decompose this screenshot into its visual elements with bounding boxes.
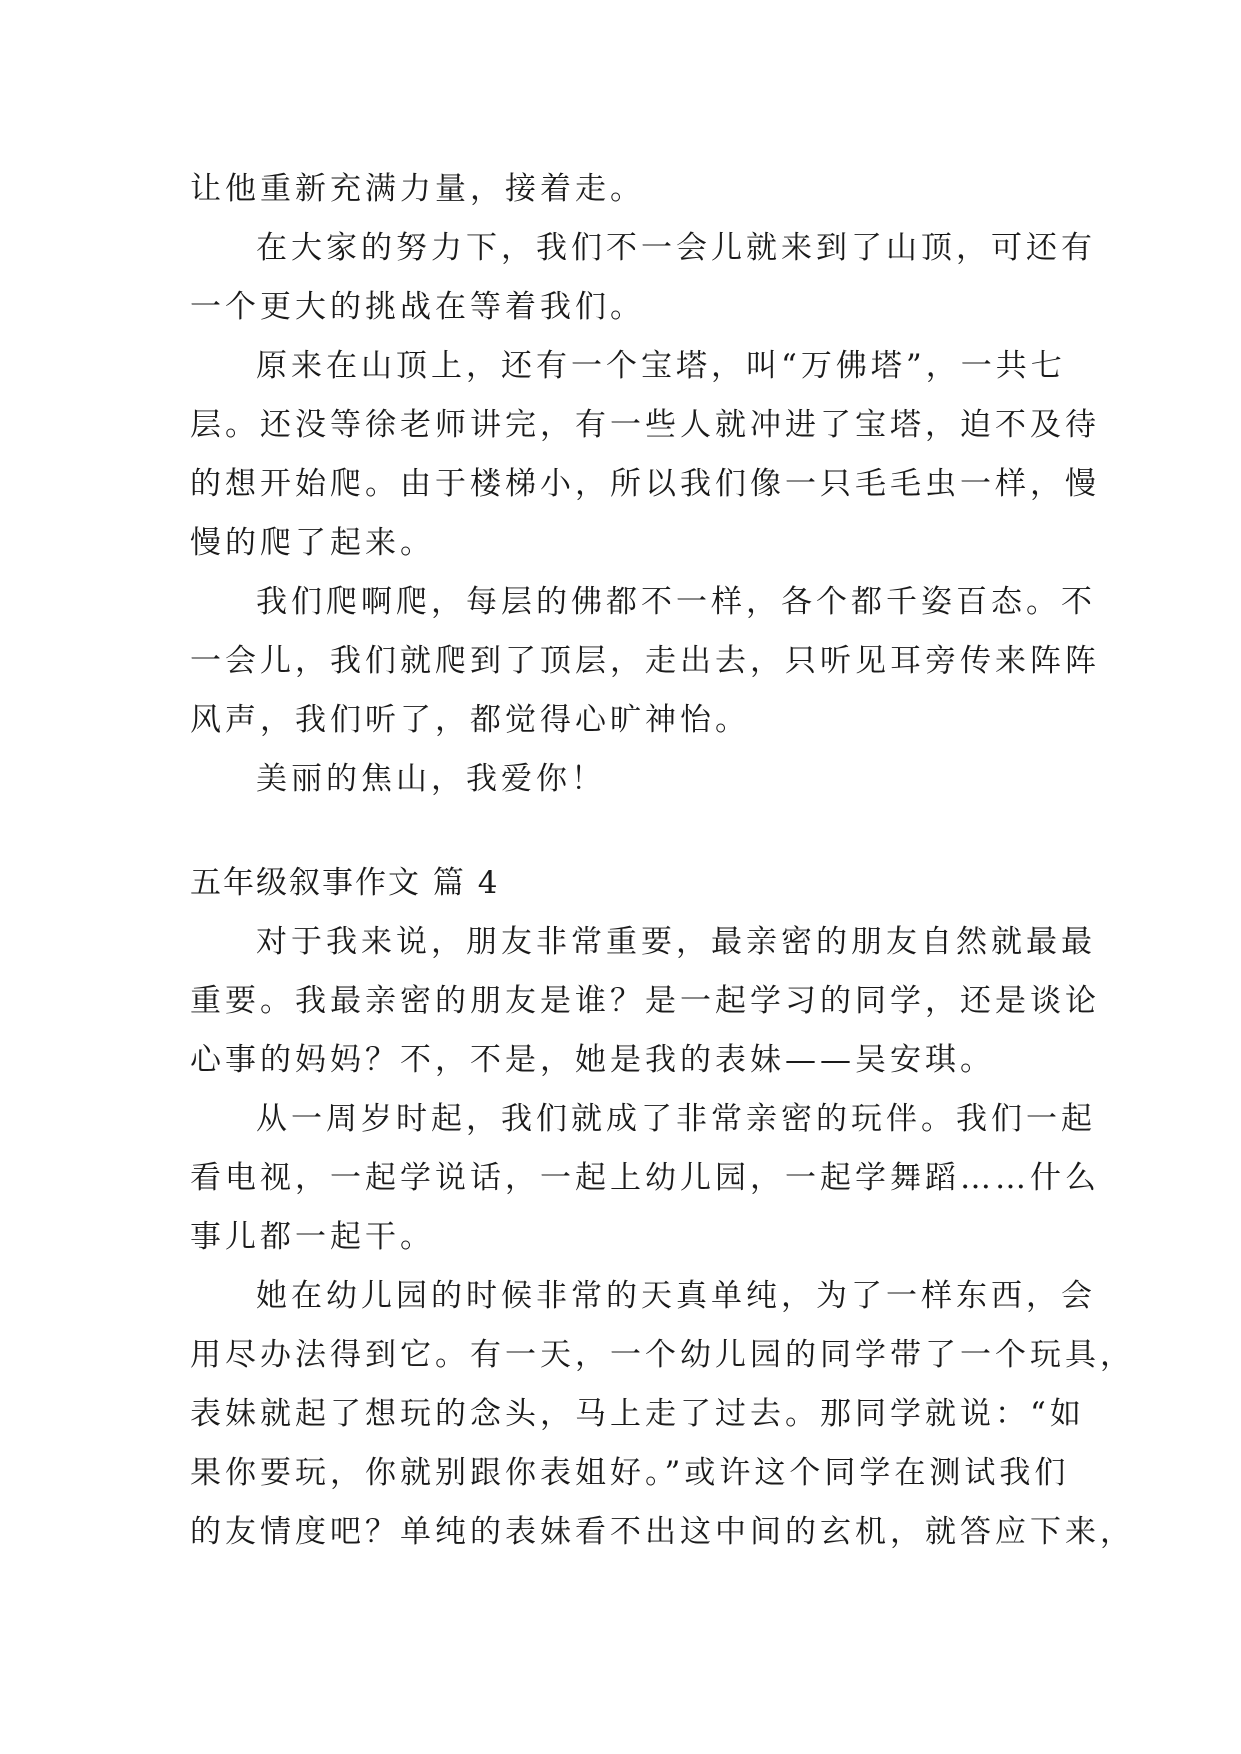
paragraph — [190, 1090, 1100, 1267]
text-line: 层。还没等徐老师讲完，有一些人就冲进了宝塔，迫不及待 — [190, 407, 1100, 443]
paragraph — [190, 750, 1055, 809]
paragraph — [190, 160, 1055, 219]
text-line: 重要。我最亲密的朋友是谁？是一起学习的同学，还是谈论 — [190, 983, 1100, 1019]
text-line: 美丽的焦山，我爱你！ — [256, 761, 606, 797]
paragraph — [190, 1267, 1135, 1562]
paragraph — [190, 573, 1100, 750]
text-line: 的友情度吧？单纯的表妹看不出这中间的玄机，就答应下来， — [190, 1514, 1135, 1550]
text-line: 果你要玩，你就别跟你表姐好。”或许这个同学在测试我们 — [190, 1455, 1070, 1491]
text-line: 在大家的努力下，我们不一会儿就来到了山顶，可还有 — [256, 230, 1096, 266]
text-line: 的想开始爬。由于楼梯小，所以我们像一只毛毛虫一样，慢 — [190, 466, 1100, 502]
text-line: 一会儿，我们就爬到了顶层，走出去，只听见耳旁传来阵阵 — [190, 643, 1100, 679]
text-line: 原来在山顶上，还有一个宝塔，叫“万佛塔”，一共七 — [256, 348, 1066, 384]
text-line: 让他重新充满力量，接着走。 — [190, 171, 645, 207]
text-line: 慢的爬了起来。 — [190, 525, 435, 561]
paragraph — [190, 219, 1096, 337]
text-line: 看电视，一起学说话，一起上幼儿园，一起学舞蹈……什么 — [190, 1160, 1100, 1196]
text-line: 风声，我们听了，都觉得心旷神怡。 — [190, 702, 750, 738]
text-line: 她在幼儿园的时候非常的天真单纯，为了一样东西，会 — [256, 1278, 1096, 1314]
text-line: 我们爬啊爬，每层的佛都不一样，各个都千姿百态。不 — [256, 584, 1096, 620]
text-line: 心事的妈妈？不，不是，她是我的表妹——吴安琪。 — [190, 1042, 995, 1078]
text-line: 一个更大的挑战在等着我们。 — [190, 289, 645, 325]
text-line: 从一周岁时起，我们就成了非常亲密的玩伴。我们一起 — [256, 1101, 1096, 1137]
paragraph — [190, 913, 1100, 1090]
document-body — [190, 160, 1135, 1562]
paragraph — [190, 337, 1100, 573]
text-line: 对于我来说，朋友非常重要，最亲密的朋友自然就最最 — [256, 924, 1096, 960]
text-line: 用尽办法得到它。有一天，一个幼儿园的同学带了一个玩具， — [190, 1337, 1135, 1373]
text-line: 表妹就起了想玩的念头，马上走了过去。那同学就说：“如 — [190, 1396, 1085, 1432]
section-gap — [190, 809, 1055, 854]
section-title: 五年级叙事作文 篇 4 — [190, 865, 500, 901]
text-line: 事儿都一起干。 — [190, 1219, 435, 1255]
